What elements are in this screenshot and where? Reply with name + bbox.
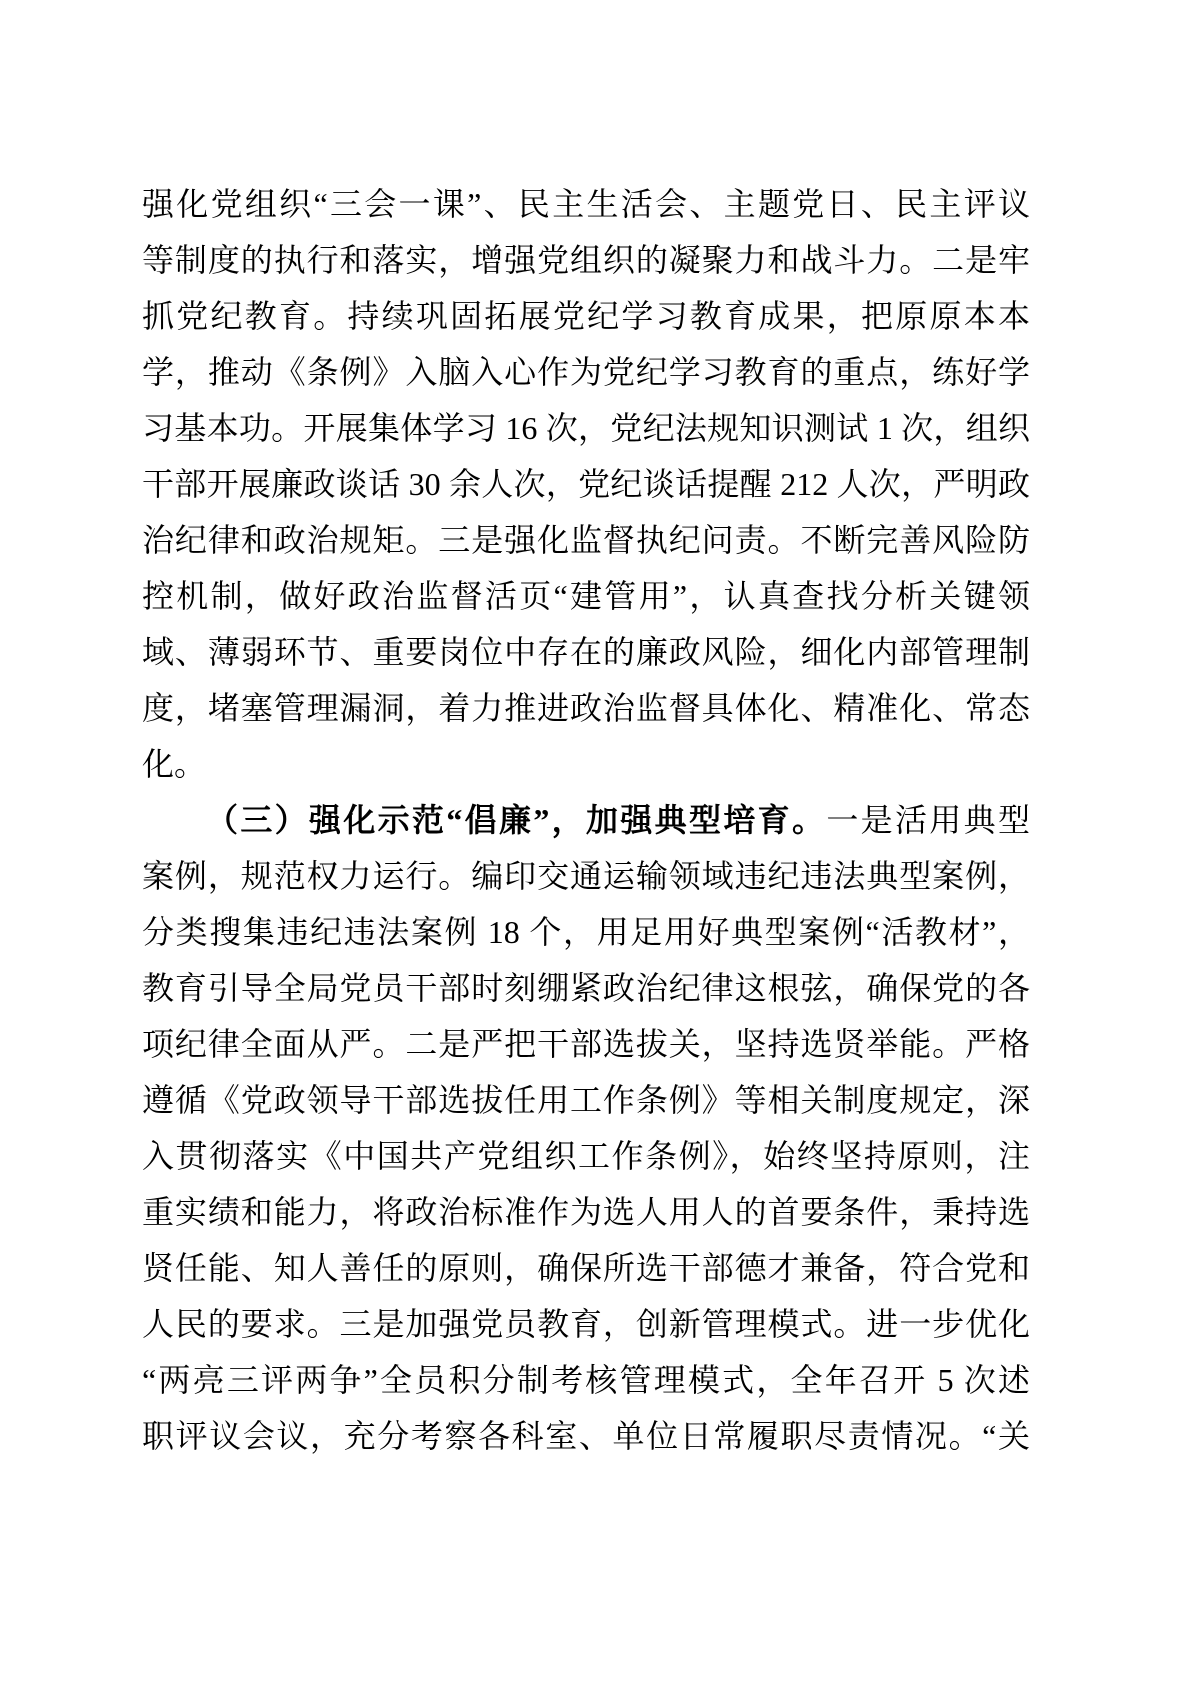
text-line [142, 960, 1030, 1016]
text-run: 强化党组织“三会一课”、民主生活会、主题党日、民主评议 [142, 186, 1030, 222]
text-run: 控机制，做好政治监督活页“建管用”，认真查找分析关键领 [142, 578, 1030, 614]
text-line [142, 1072, 1030, 1128]
text-run: 学，推动《条例》入脑入心作为党纪学习教育的重点，练好学 [142, 354, 1030, 390]
bold-text-run: （三）强化示范“倡廉”，加强典型培育。 [206, 802, 827, 838]
text-line [142, 568, 1030, 624]
text-run: 抓党纪教育。持续巩固拓展党纪学习教育成果，把原原本本 [142, 298, 1030, 334]
text-line [142, 904, 1030, 960]
text-run: “两亮三评两争”全员积分制考核管理模式，全年召开 5 次述 [142, 1362, 1030, 1398]
text-run: 遵循《党政领导干部选拔任用工作条例》等相关制度规定，深 [142, 1082, 1030, 1118]
text-line [142, 1184, 1030, 1240]
text-run: 贤任能、知人善任的原则，确保所选干部德才兼备，符合党和 [142, 1250, 1030, 1286]
text-run: 教育引导全局党员干部时刻绷紧政治纪律这根弦，确保党的各 [142, 970, 1030, 1006]
text-block [142, 176, 1030, 1464]
text-run: 一是活用典型 [826, 802, 1030, 838]
text-line [142, 344, 1030, 400]
text-line [142, 456, 1030, 512]
text-line [142, 1240, 1030, 1296]
text-run: 人民的要求。三是加强党员教育，创新管理模式。进一步优化 [142, 1306, 1030, 1342]
text-line [142, 288, 1030, 344]
text-run: 分类搜集违纪违法案例 18 个，用足用好典型案例“活教材”， [142, 914, 1030, 950]
text-run: 职评议会议，充分考察各科室、单位日常履职尽责情况。“关 [142, 1418, 1030, 1454]
text-run: 化。 [142, 746, 207, 782]
text-line [142, 232, 1030, 288]
text-line [142, 1296, 1030, 1352]
text-run: 治纪律和政治规矩。三是强化监督执纪问责。不断完善风险防 [142, 522, 1030, 558]
text-run: 入贯彻落实《中国共产党组织工作条例》，始终坚持原则，注 [142, 1138, 1030, 1174]
text-line [142, 792, 1030, 848]
text-line [142, 1016, 1030, 1072]
text-run: 干部开展廉政谈话 30 余人次，党纪谈话提醒 212 人次，严明政 [142, 466, 1030, 502]
text-line [142, 848, 1030, 904]
text-line [142, 176, 1030, 232]
text-run: 重实绩和能力，将政治标准作为选人用人的首要条件，秉持选 [142, 1194, 1030, 1230]
text-run: 案例，规范权力运行。编印交通运输领域违纪违法典型案例， [142, 858, 1030, 894]
text-line [142, 1128, 1030, 1184]
text-line [142, 512, 1030, 568]
text-line [142, 400, 1030, 456]
text-line [142, 680, 1030, 736]
text-line [142, 1352, 1030, 1408]
text-line [142, 1408, 1030, 1464]
text-line [142, 624, 1030, 680]
text-line [142, 736, 1030, 792]
text-run: 度，堵塞管理漏洞，着力推进政治监督具体化、精准化、常态 [142, 690, 1030, 726]
text-run: 等制度的执行和落实，增强党组织的凝聚力和战斗力。二是牢 [142, 242, 1030, 278]
text-run: 域、薄弱环节、重要岗位中存在的廉政风险，细化内部管理制 [142, 634, 1030, 670]
text-run: 习基本功。开展集体学习 16 次，党纪法规知识测试 1 次，组织 [142, 410, 1030, 446]
text-run: 项纪律全面从严。二是严把干部选拔关，坚持选贤举能。严格 [142, 1026, 1030, 1062]
